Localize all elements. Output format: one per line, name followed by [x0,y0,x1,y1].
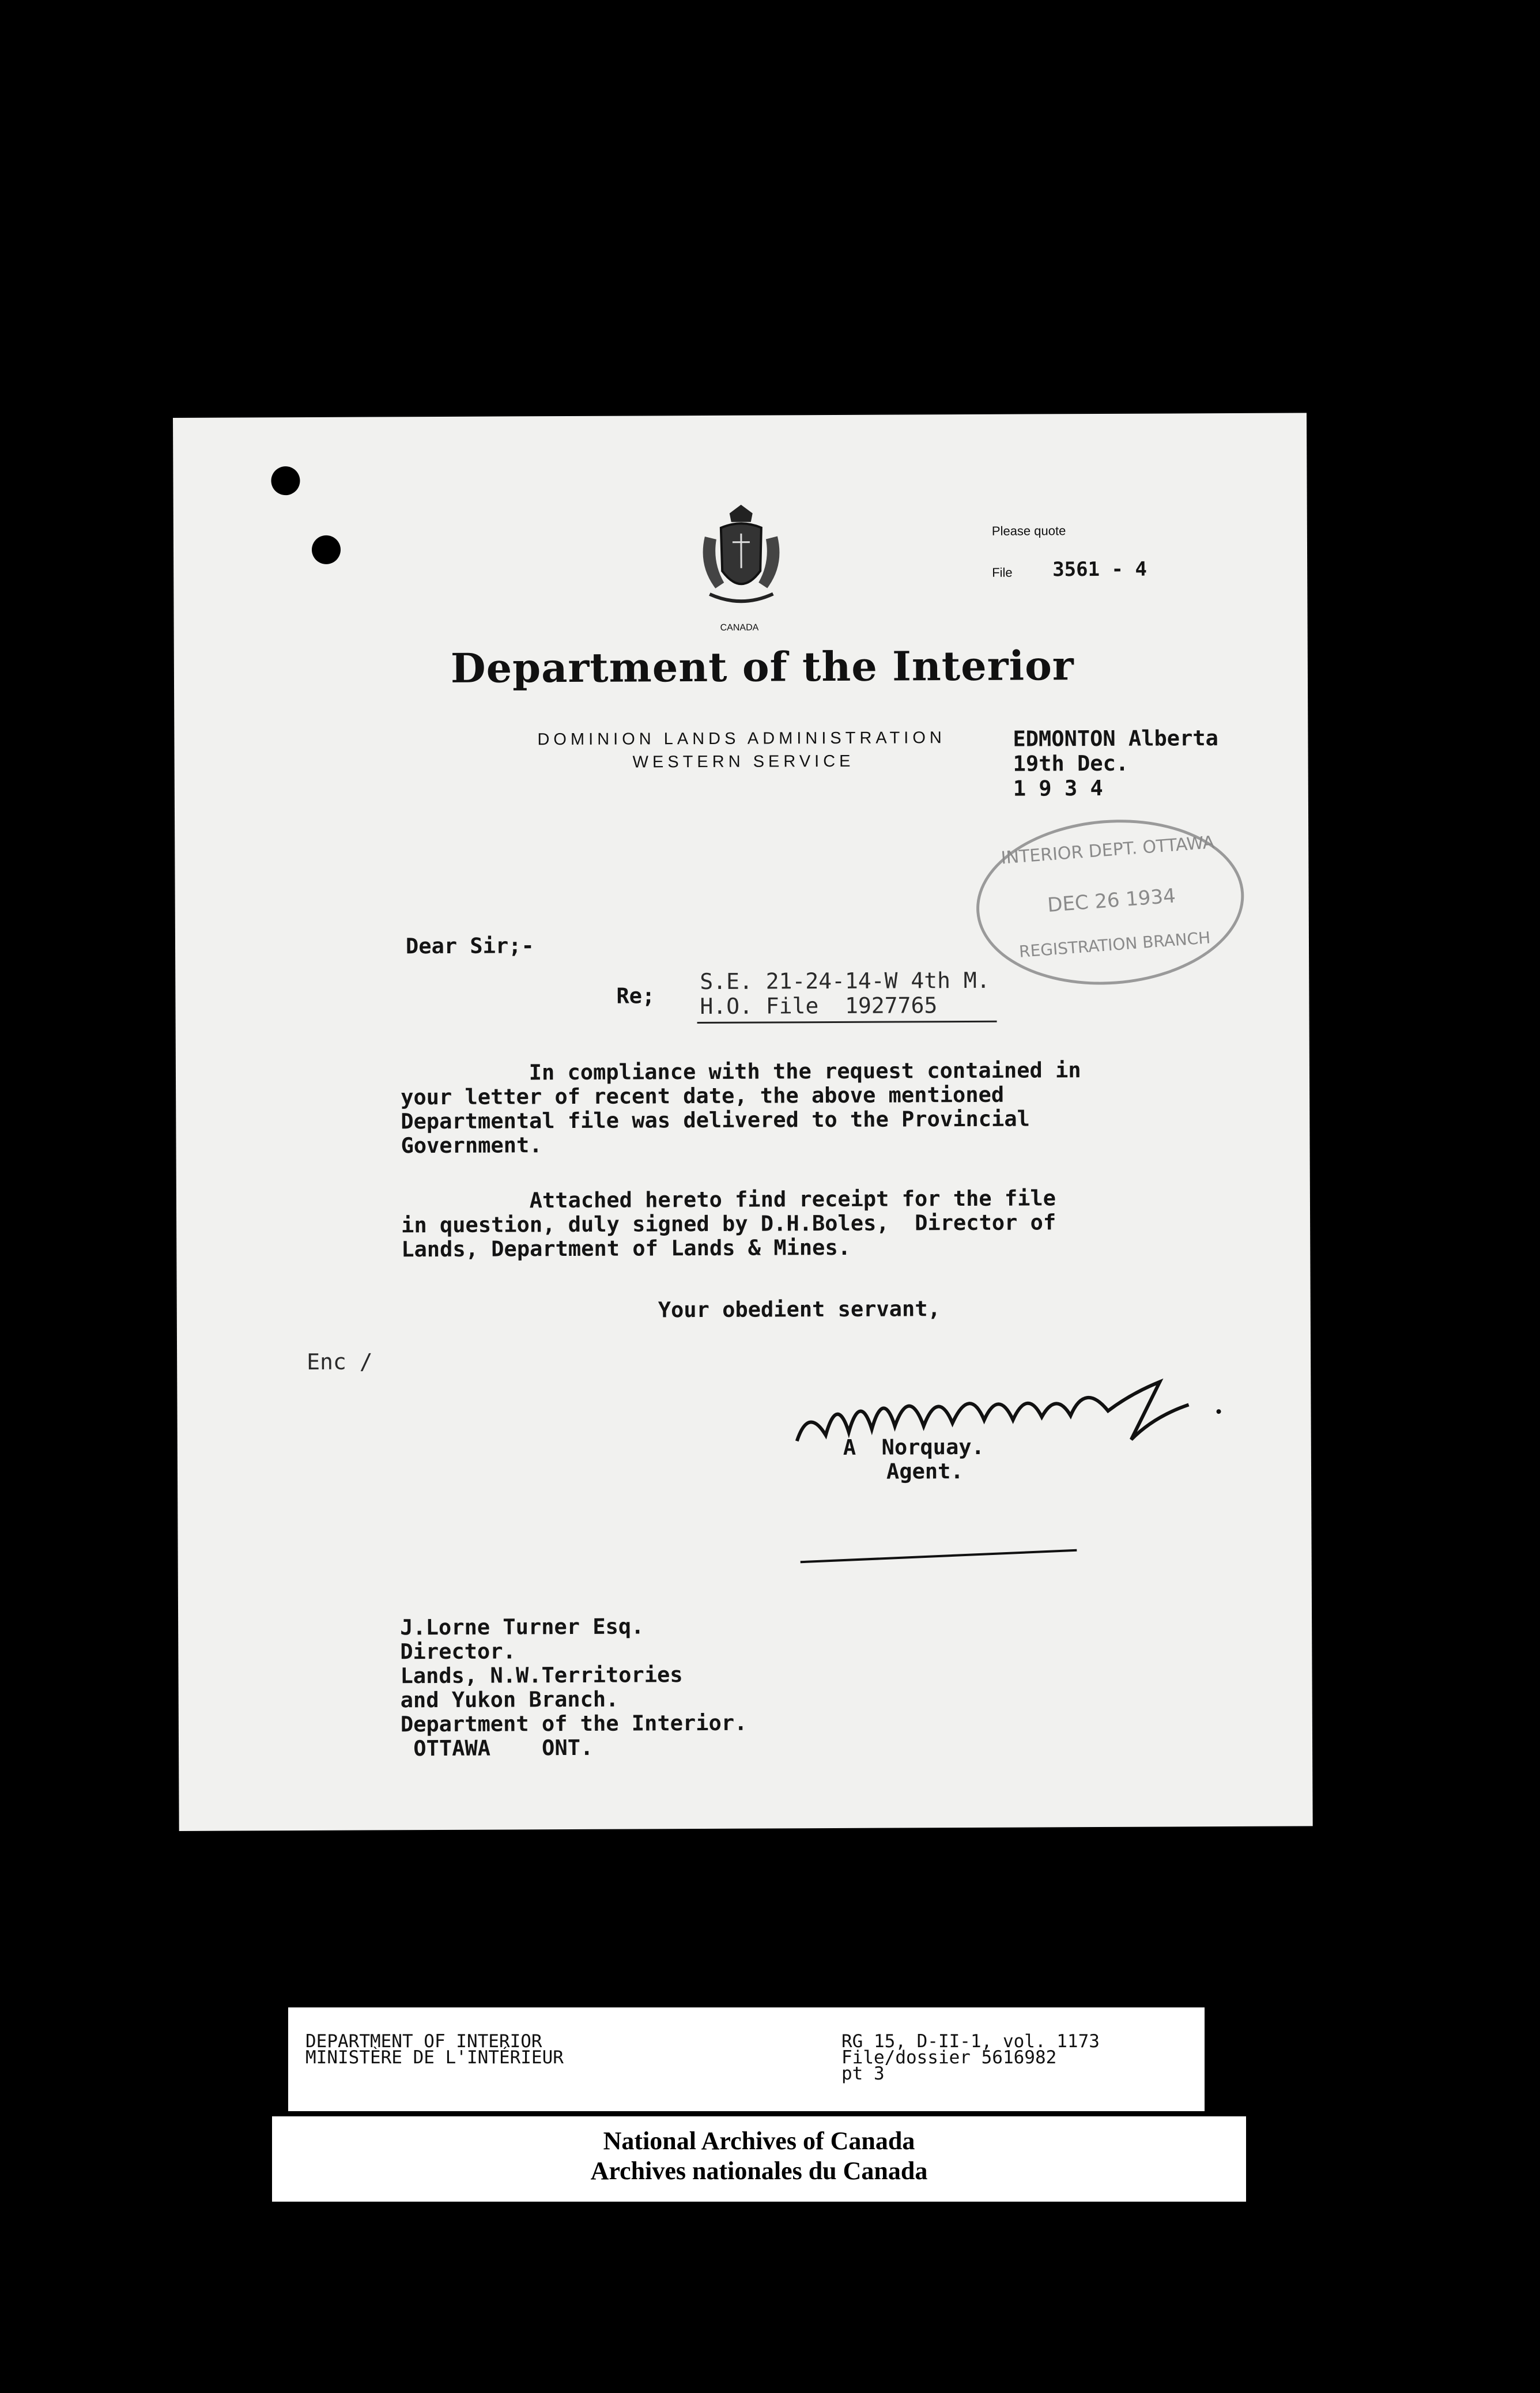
label-left-line-1: DEPARTMENT OF INTERIOR [305,2031,542,2052]
signer-title: Agent. [886,1459,964,1484]
paragraph-2 [401,1186,1056,1262]
letter-page [173,413,1313,1831]
recipient-address [400,1614,748,1761]
dateline-date: 19th Dec. [1013,750,1129,776]
registration-stamp [971,810,1250,994]
label-right-line-1: RG 15, D-II-1, vol. 1173 [841,2031,1100,2052]
dateline-year: 1 9 3 4 [1013,775,1103,801]
re-label: Re; [616,983,655,1009]
paragraph-line: In compliance with the request contained in [400,1058,1081,1086]
paragraph-line: Government. [401,1133,542,1158]
administration-line: DOMINION LANDS ADMINISTRATION [537,729,946,749]
salutation: Dear Sir;- [405,933,534,959]
stamp-date: DEC 26 1934 [1046,884,1177,917]
address-line: Director. [400,1639,516,1664]
national-archives-banner [272,2116,1246,2202]
label-right-line-3: pt 3 [841,2063,885,2084]
address-line: Lands, N.W.Territories [400,1662,683,1689]
address-line: Department of the Interior. [400,1710,748,1737]
crest-caption: CANADA [720,622,759,633]
dateline-place: EDMONTON Alberta [1013,726,1218,752]
canada-crest-icon [698,501,785,623]
stamp-bottom-text: REGISTRATION BRANCH [1018,928,1211,961]
address-line: OTTAWA ONT. [400,1735,594,1761]
paragraph-line: in question, duly signed by D.H.Boles, Director of [401,1210,1056,1238]
banner-line-1: National Archives of Canada [603,2127,915,2155]
paragraph-1 [401,1058,1081,1158]
label-right-line-2: File/dossier 5616982 [841,2047,1057,2068]
file-number: 3561 - 4 [1052,557,1148,582]
quote-label: Please quote [991,523,1066,538]
punch-hole [271,466,300,495]
closing: Your obedient servant, [658,1296,941,1323]
banner-line-2: Archives nationales du Canada [590,2157,928,2185]
signer-name: A Norquay. [843,1434,984,1460]
paragraph-line: Attached hereto find receipt for the file [401,1186,1056,1214]
paragraph-line: Lands, Department of Lands & Mines. [401,1235,851,1262]
service-line: WESTERN SERVICE [632,752,855,772]
re-line-1: S.E. 21-24-14-W 4th M. [700,967,990,995]
address-line: J.Lorne Turner Esq. [400,1614,644,1640]
paragraph-line: Departmental file was delivered to the Provincial [401,1106,1030,1134]
signature-rule [801,1549,1077,1564]
label-left-line-2: MINISTÈRE DE L'INTÉRIEUR [305,2047,564,2068]
re-underline [697,1021,997,1024]
file-label: File [992,565,1013,580]
enclosure: Enc / [307,1349,373,1375]
paragraph-line: your letter of recent date, the above mentioned [401,1082,1005,1110]
address-line: and Yukon Branch. [400,1686,619,1713]
department-title: Department of the Interior [450,641,1074,692]
archive-reference-label [288,2007,1205,2111]
re-line-2: H.O. File 1927765 [700,992,938,1020]
punch-hole [312,535,341,564]
stamp-top-text: INTERIOR DEPT. OTTAWA [1000,832,1216,869]
